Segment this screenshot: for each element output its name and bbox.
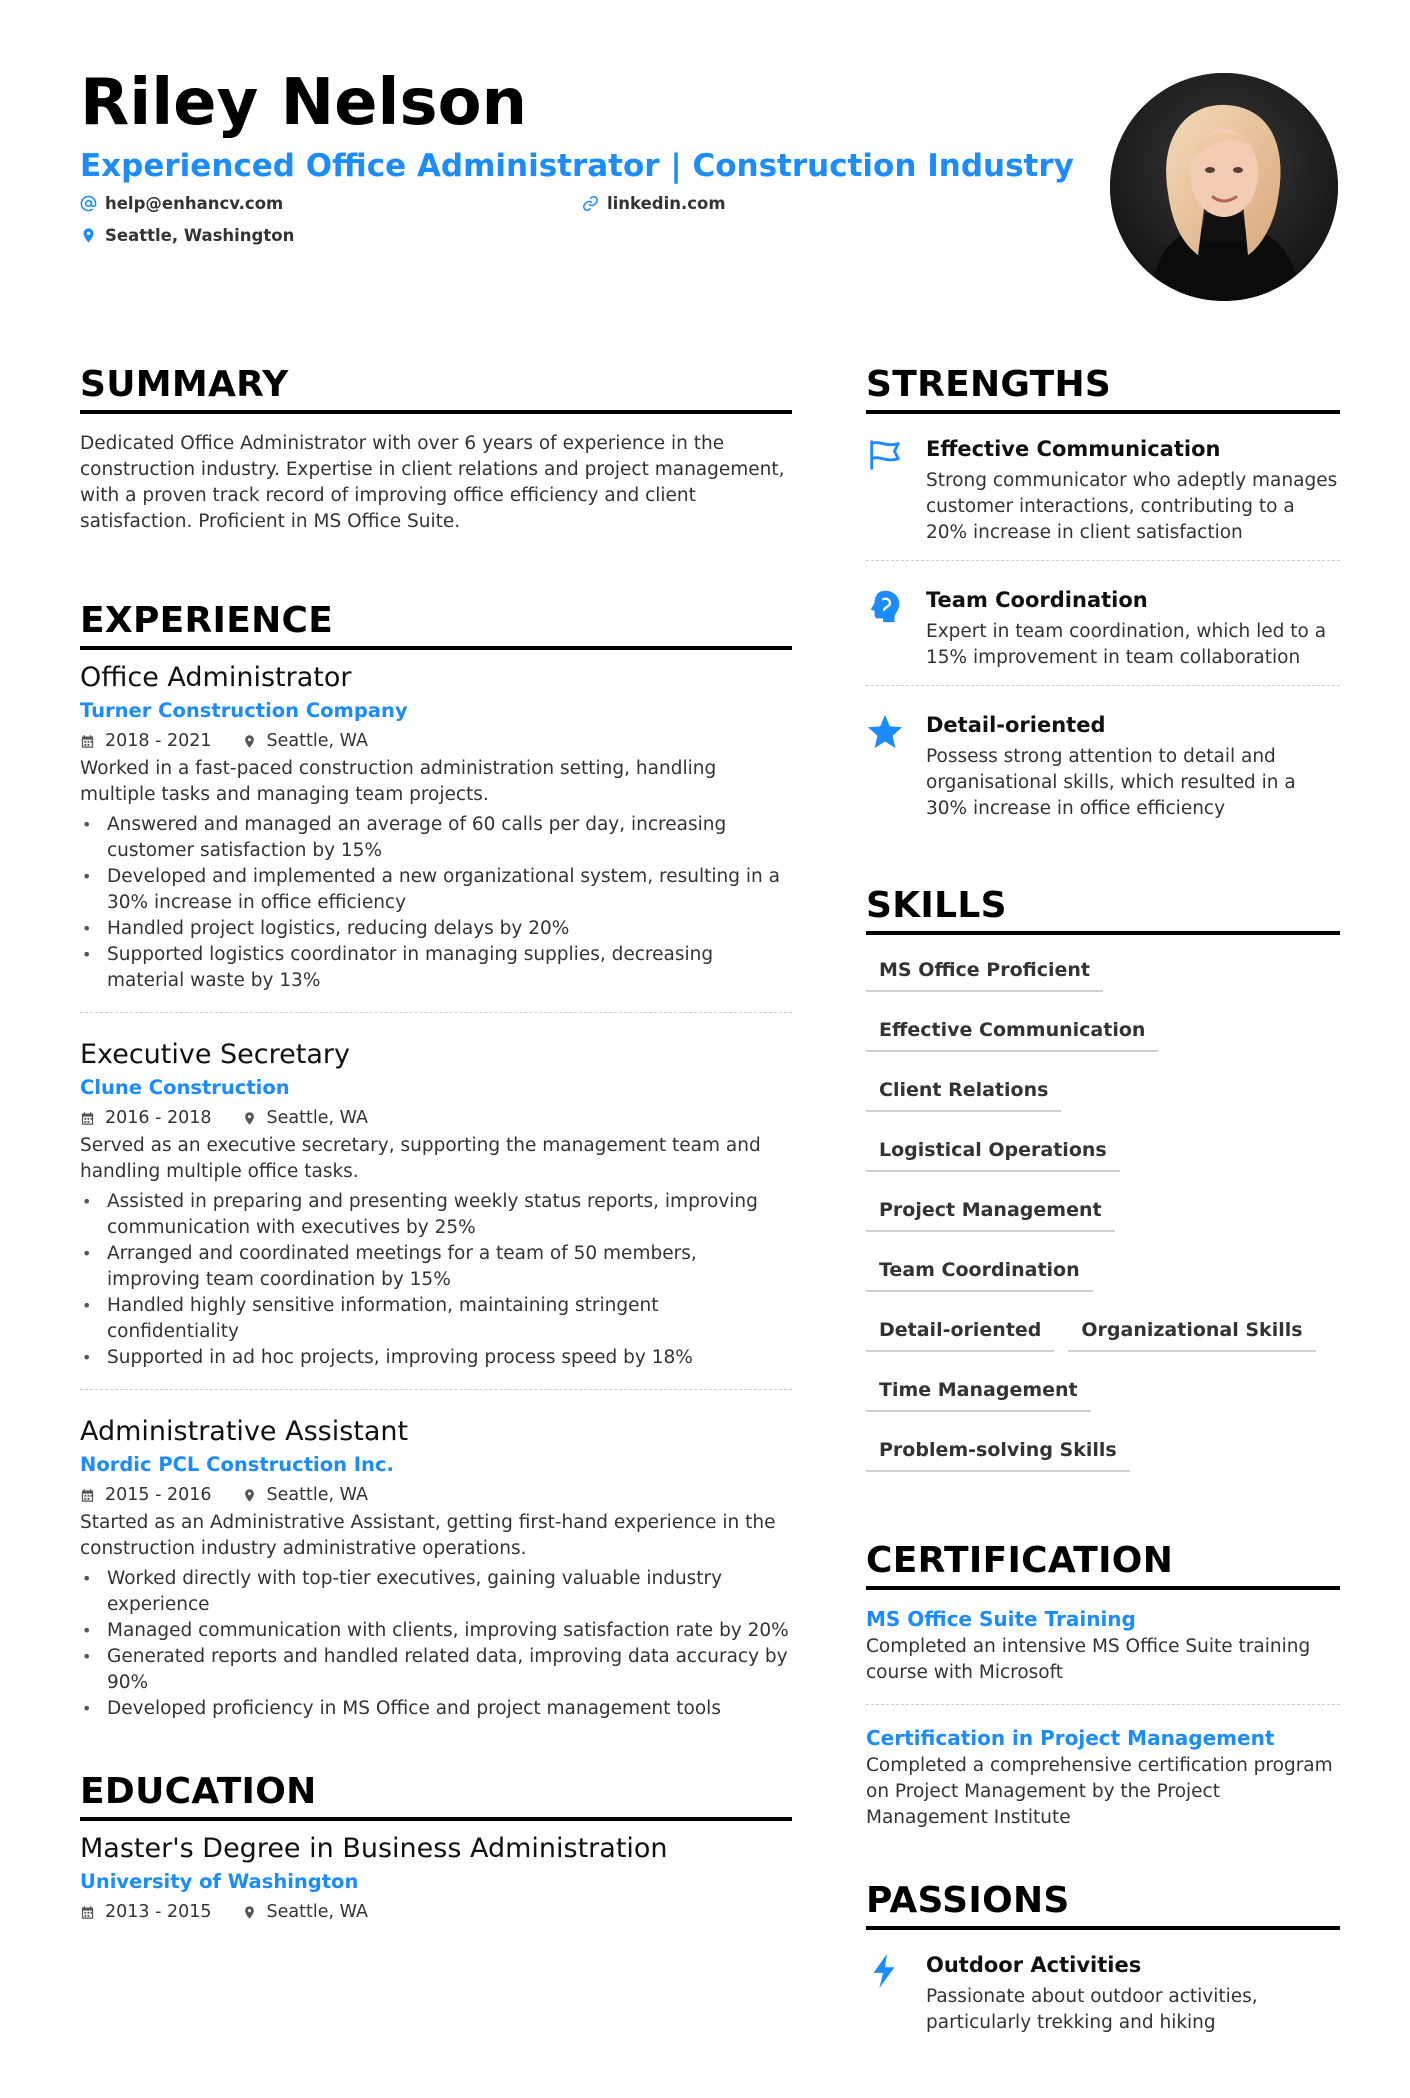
skill-tag: Time Management (866, 1371, 1091, 1412)
profile-portrait-illustration (1110, 73, 1338, 301)
strength-title: Team Coordination (926, 588, 1148, 612)
list-item: • Developed proficiency in MS Office and project management tools (80, 1696, 792, 1722)
job-description: Served as an executive secretary, supporting the management team and handling multiple office tasks. (80, 1135, 761, 1182)
location-pin-icon (242, 1111, 257, 1126)
job-bullets (80, 812, 792, 994)
job-company: Clune Construction (80, 1076, 290, 1099)
candidate-title: Experienced Office Administrator | Construction Industry (80, 148, 1074, 184)
education-section (80, 1770, 792, 1927)
certification-item (866, 1723, 1340, 1831)
strength-item (866, 434, 1340, 561)
list-item: • Supported in ad hoc projects, improving process speed by 18% (80, 1345, 792, 1371)
contact-location (80, 226, 294, 245)
strength-description: Expert in team coordination, which led to a 15% improvement in team collaboration (926, 621, 1327, 668)
job-company: Turner Construction Company (80, 699, 408, 722)
education-school: University of Washington (80, 1870, 359, 1893)
list-item: • Arranged and coordinated meetings for a team of 50 members, improving team coordination by 15% (80, 1241, 792, 1293)
contact-linkedin-text: linkedin.com (607, 194, 726, 213)
profile-photo (1110, 73, 1338, 301)
job-dates: 2016 - 2018 (105, 1108, 212, 1128)
contact-location-text: Seattle, Washington (105, 226, 295, 245)
education-heading: EDUCATION (80, 1770, 792, 1821)
summary-text: Dedicated Office Administrator with over 6 years of experience in the construction industry. Expertise in client relations and project management, with a proven track record of improving office efficiency and client satisfaction. Proficient in MS Office Suite. (80, 433, 785, 532)
skill-tag: Team Coordination (866, 1251, 1093, 1292)
list-item: • Assisted in preparing and presenting weekly status reports, improving communication with executives by 25% (80, 1189, 792, 1241)
at-icon (80, 195, 97, 212)
strengths-section (866, 363, 1340, 836)
calendar-icon (80, 1111, 95, 1126)
job-title: Office Administrator (80, 662, 352, 693)
location-pin-icon (80, 227, 97, 244)
certification-title: MS Office Suite Training (866, 1607, 1136, 1631)
skill-tag: Client Relations (866, 1071, 1061, 1112)
skill-tag: Organizational Skills (1068, 1311, 1315, 1352)
list-item: • Handled project logistics, reducing delays by 20% (80, 916, 792, 942)
job-dates: 2015 - 2016 (105, 1485, 212, 1505)
candidate-name: Riley Nelson (80, 66, 528, 140)
location-pin-icon (242, 1488, 257, 1503)
strength-item (866, 710, 1340, 836)
lightning-icon (866, 1952, 904, 1990)
experience-heading: EXPERIENCE (80, 599, 792, 650)
list-item: • Supported logistics coordinator in managing supplies, decreasing material waste by 13% (80, 942, 792, 994)
job-entry (80, 1414, 792, 1722)
list-item: • Answered and managed an average of 60 calls per day, increasing customer satisfaction by 15% (80, 812, 792, 864)
job-title: Administrative Assistant (80, 1416, 409, 1447)
calendar-icon (80, 734, 95, 749)
job-entry (80, 660, 792, 1013)
contact-email-text: help@enhancv.com (105, 194, 284, 213)
job-description: Started as an Administrative Assistant, getting first-hand experience in the construction industry administrative operations. (80, 1512, 776, 1559)
skill-tag: Problem-solving Skills (866, 1431, 1130, 1472)
job-meta (80, 726, 792, 756)
strength-description: Strong communicator who adeptly manages customer interactions, contributing to a 20% increase in client satisfaction (926, 470, 1338, 543)
passions-heading: PASSIONS (866, 1879, 1340, 1930)
certification-section (866, 1539, 1340, 1831)
link-icon (582, 195, 599, 212)
left-column (80, 363, 792, 1975)
certification-heading: CERTIFICATION (866, 1539, 1340, 1590)
strengths-heading: STRENGTHS (866, 363, 1340, 414)
certification-description: Completed a comprehensive certification program on Project Management by the Project Management Institute (866, 1755, 1333, 1828)
list-item: • Managed communication with clients, improving satisfaction rate by 20% (80, 1618, 792, 1644)
education-meta (80, 1897, 792, 1927)
skill-tag: Project Management (866, 1191, 1115, 1232)
summary-heading: SUMMARY (80, 363, 792, 414)
certification-description: Completed an intensive MS Office Suite training course with Microsoft (866, 1636, 1311, 1683)
job-company: Nordic PCL Construction Inc. (80, 1453, 394, 1476)
job-bullets (80, 1189, 792, 1371)
flag-icon (866, 436, 904, 474)
job-title: Executive Secretary (80, 1039, 350, 1070)
skill-tag: Logistical Operations (866, 1131, 1120, 1172)
job-location: Seattle, WA (266, 1485, 368, 1505)
job-description: Worked in a fast-paced construction administration setting, handling multiple tasks and managing team projects. (80, 758, 717, 805)
passion-item (866, 1950, 1340, 2050)
experience-section (80, 599, 792, 1722)
location-pin-icon (242, 734, 257, 749)
list-item: • Generated reports and handled related data, improving data accuracy by 90% (80, 1644, 792, 1696)
job-meta (80, 1103, 792, 1133)
job-meta (80, 1480, 792, 1510)
calendar-icon (80, 1488, 95, 1503)
strength-title: Detail-oriented (926, 713, 1106, 737)
passion-description: Passionate about outdoor activities, particularly trekking and hiking (926, 1986, 1258, 2033)
list-item: • Developed and implemented a new organizational system, resulting in a 30% increase in office efficiency (80, 864, 792, 916)
strength-description: Possess strong attention to detail and organisational skills, which resulted in a 30% increase in office efficiency (926, 746, 1296, 819)
skills-heading: SKILLS (866, 884, 1340, 935)
skills-section (866, 884, 1340, 1491)
strength-title: Effective Communication (926, 437, 1221, 461)
job-entry (80, 1037, 792, 1390)
education-dates: 2013 - 2015 (105, 1902, 212, 1922)
skills-list (866, 935, 1340, 1491)
passion-title: Outdoor Activities (926, 1953, 1142, 1977)
certification-item (866, 1604, 1340, 1705)
contact-email[interactable] (80, 194, 283, 213)
job-bullets (80, 1566, 792, 1722)
skill-tag: Detail-oriented (866, 1311, 1054, 1352)
star-icon (866, 712, 904, 750)
list-item: • Worked directly with top-tier executives, gaining valuable industry experience (80, 1566, 792, 1618)
education-degree: Master's Degree in Business Administration (80, 1833, 668, 1864)
location-pin-icon (242, 1905, 257, 1920)
job-location: Seattle, WA (266, 1108, 368, 1128)
job-dates: 2018 - 2021 (105, 731, 212, 751)
calendar-icon (80, 1905, 95, 1920)
skill-tag: MS Office Proficient (866, 951, 1103, 992)
skill-tag: Effective Communication (866, 1011, 1158, 1052)
contact-linkedin[interactable] (582, 194, 726, 213)
passions-section (866, 1879, 1340, 2050)
right-column (866, 363, 1340, 2098)
job-location: Seattle, WA (266, 731, 368, 751)
strength-item (866, 585, 1340, 686)
summary-section (80, 363, 792, 535)
head-icon (866, 587, 904, 625)
list-item: • Handled highly sensitive information, maintaining stringent confidentiality (80, 1293, 792, 1345)
education-location: Seattle, WA (266, 1902, 368, 1922)
certification-title: Certification in Project Management (866, 1726, 1275, 1750)
